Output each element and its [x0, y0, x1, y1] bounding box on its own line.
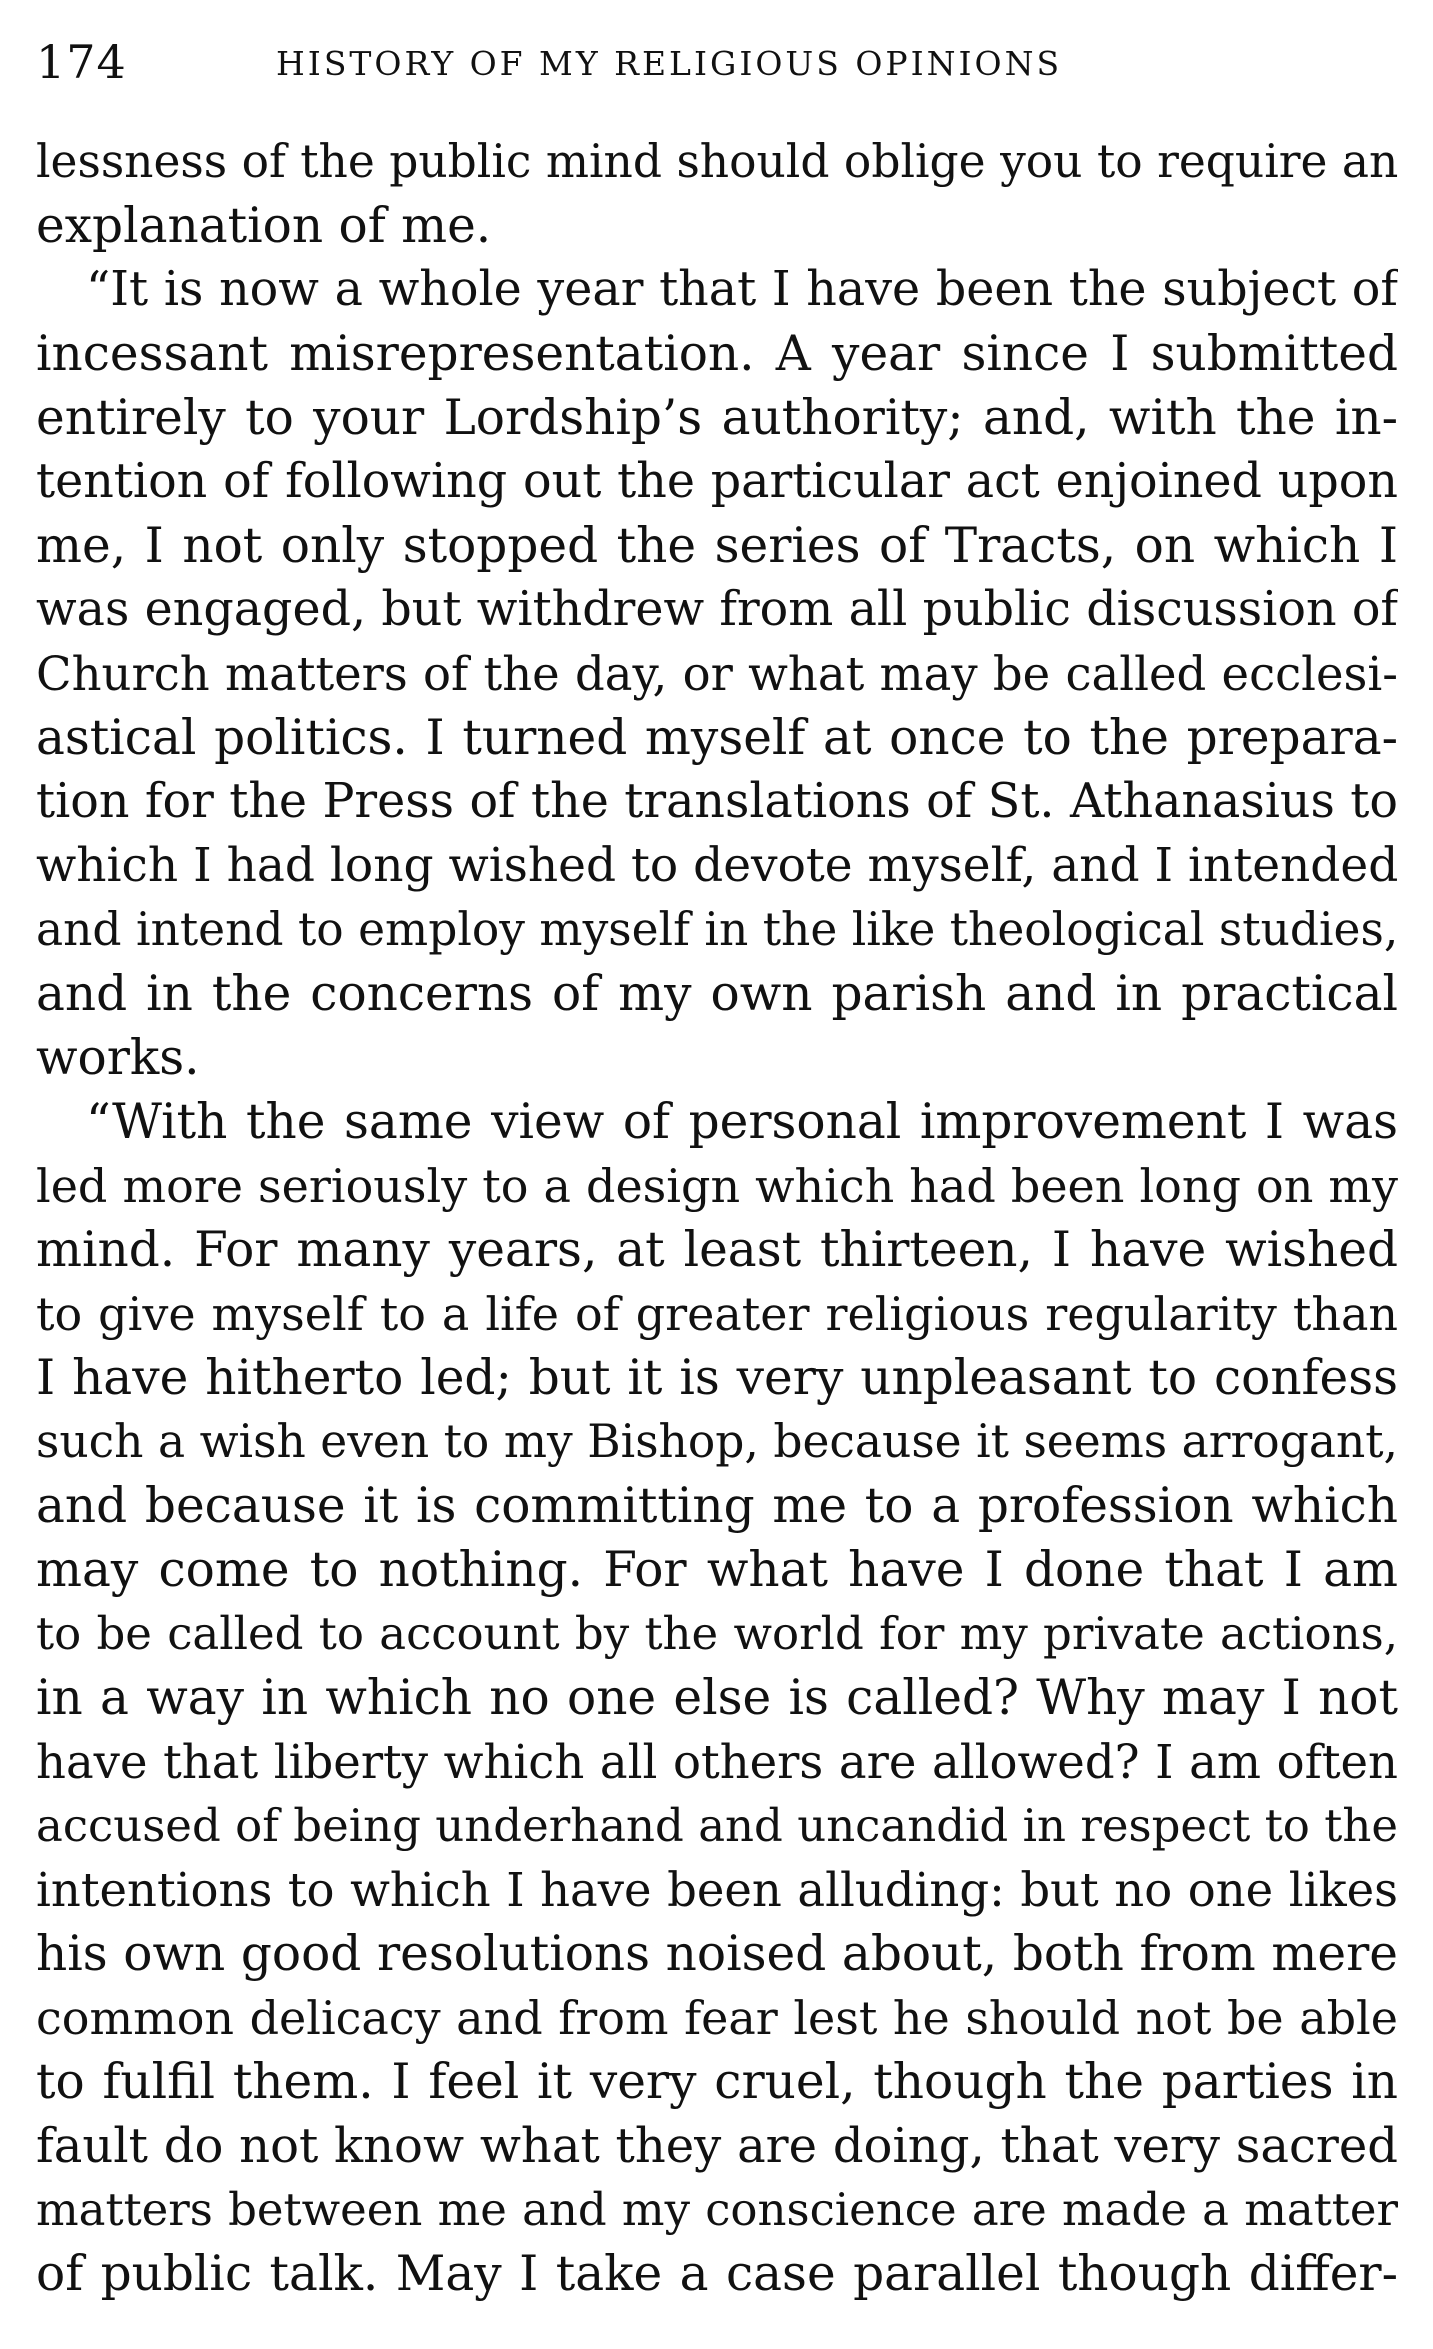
text-line: tion for the Press of the translations of St. Athanasius to [36, 774, 1398, 829]
text-line: and in the concerns of my own parish and in practical [36, 966, 1398, 1022]
text-line: may come to nothing. For what have I done that I am [36, 1542, 1398, 1598]
text-line: lessness of the public mind should oblige you to require an [36, 135, 1398, 188]
text-line: matters between me and my conscience are made a matter [36, 2183, 1398, 2236]
body-text [36, 130, 1398, 2306]
text-line: me, I not only stopped the series of Tracts, on which I [36, 518, 1398, 574]
running-head: HISTORY OF MY RELIGIOUS OPINIONS [276, 44, 1063, 83]
text-line: entirely to your Lordship’s authority; and, with the in- [36, 390, 1398, 446]
text-line: astical politics. I turned myself at once to the prepara- [36, 710, 1398, 766]
book-page [36, 0, 1398, 2349]
page-header [36, 32, 1398, 92]
text-line: tention of following out the particular act enjoined upon [36, 454, 1398, 509]
text-line: “It is now a whole year that I have been the subject of [86, 262, 1398, 317]
text-line: common delicacy and from fear lest he should not be able [36, 1991, 1398, 2045]
text-line: his own good resolutions noised about, both from mere [36, 1926, 1398, 1982]
text-line: intentions to which I have been alluding: but no one likes [36, 1863, 1398, 1917]
text-line: have that liberty which all others are allowed? I am often [36, 1735, 1398, 1789]
text-line: was engaged, but withdrew from all public discussion of [36, 582, 1398, 637]
text-line: I have hitherto led; but it is very unpleasant to confess [36, 1350, 1398, 1406]
text-line: incessant misrepresentation. A year since I submitted [36, 326, 1398, 382]
text-line: mind. For many years, at least thirteen, I have wished [36, 1222, 1398, 1278]
text-line: and intend to employ myself in the like theological studies, [36, 903, 1398, 956]
text-line: fault do not know what they are doing, that very sacred [36, 2118, 1398, 2174]
text-line: “With the same view of personal improvement I was [86, 1094, 1398, 1150]
text-line: which I had long wished to devote myself, and I intended [36, 838, 1398, 893]
text-line: to be called to account by the world for my private actions, [36, 1607, 1398, 1660]
text-line: explanation of me. [36, 198, 492, 254]
text-line: and because it is committing me to a profession which [36, 1478, 1398, 1534]
text-line: Church matters of the day, or what may be called ecclesi- [36, 647, 1398, 701]
text-line: in a way in which no one else is called? Why may I not [36, 1670, 1398, 1726]
text-line: led more seriously to a design which had been long on my [36, 1159, 1398, 1213]
text-line: works. [36, 1030, 200, 1086]
text-line: of public talk. May I take a case parallel though differ- [36, 2246, 1398, 2302]
text-line: accused of being underhand and uncandid in respect to the [36, 1799, 1398, 1852]
text-line: to fulfil them. I feel it very cruel, though the parties in [36, 2054, 1398, 2110]
text-line: such a wish even to my Bishop, because it seems arrogant, [36, 1415, 1398, 1468]
text-line: to give myself to a life of greater religious regularity than [36, 1287, 1398, 1341]
page-number: 174 [36, 35, 127, 89]
